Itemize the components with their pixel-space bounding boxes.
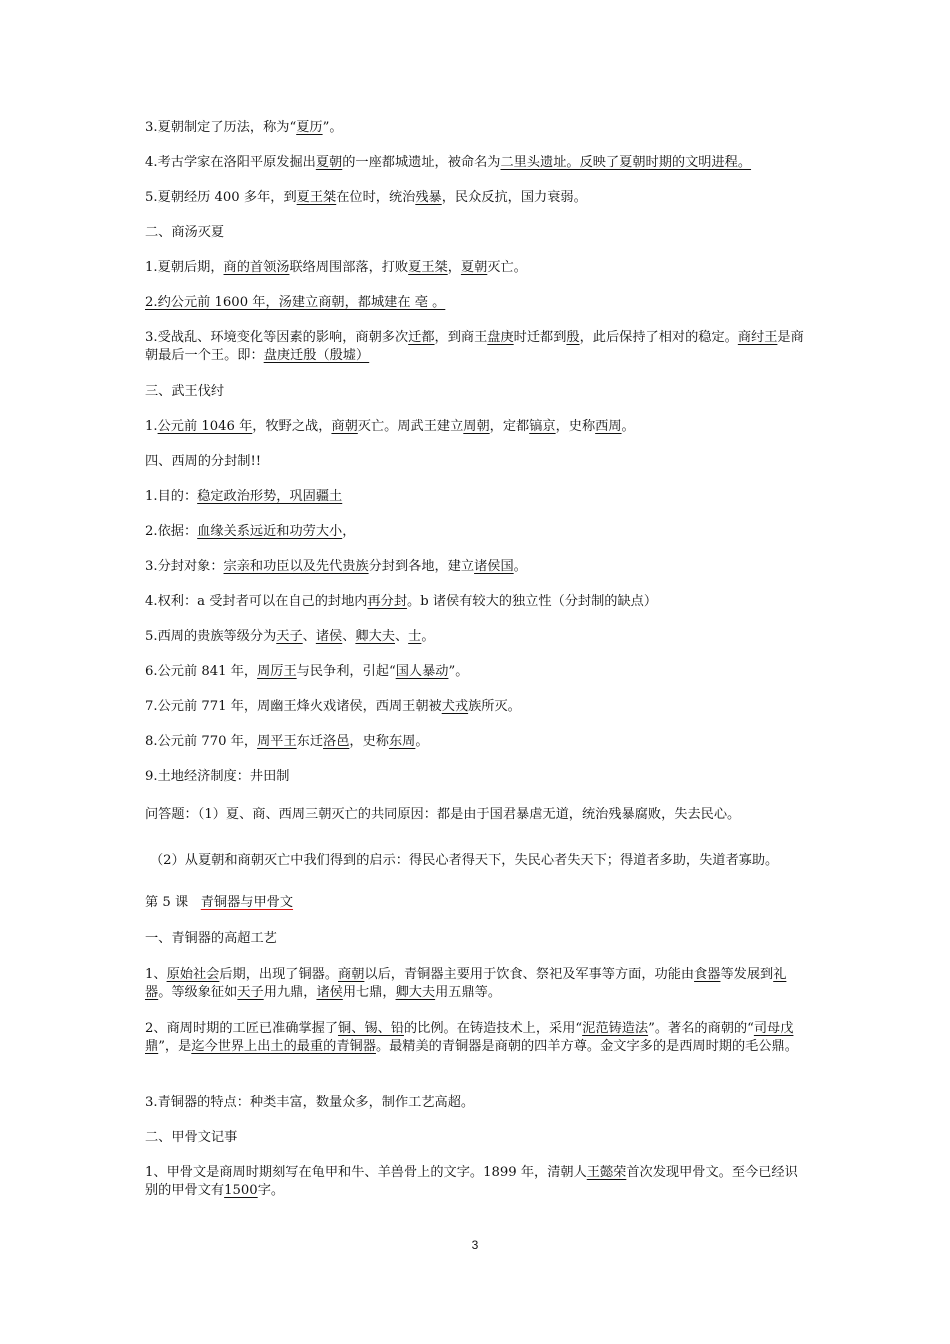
underlined-term: 王懿荣 <box>586 1165 627 1180</box>
text: 3.青铜器的特点：种类丰富，数量众多，制作工艺高超。 <box>145 1095 475 1110</box>
underlined-term: 夏朝 <box>315 155 343 170</box>
paragraph-rights <box>145 593 810 611</box>
section-heading: 二、甲骨文记事 <box>145 1130 238 1145</box>
underlined-term: 铜、锡、铅 <box>338 1021 404 1036</box>
text: 。 <box>415 734 429 749</box>
section-heading: 四、西周的分封制!! <box>145 454 262 469</box>
paragraph-bronze-3 <box>145 1094 810 1112</box>
text: 4.权利：a 受封者可以在自己的封地内 <box>145 594 368 609</box>
text: ，民众反抗，国力衰弱。 <box>441 190 587 205</box>
text: 5.夏朝经历 400 多年，到 <box>145 190 297 205</box>
underlined-term: 士 <box>408 629 422 644</box>
underlined-term: 卿大夫 <box>355 629 395 644</box>
text: 在位时，统治 <box>336 190 416 205</box>
underlined-term: 2.约公元前 1600 年，汤建立商朝，都城建在 亳 。 <box>145 295 446 310</box>
text: 7.公元前 771 年，周幽王烽火戏诸侯，西周王朝被 <box>145 699 442 714</box>
text: 首次发现甲骨文。至今已经识别的甲骨文有 <box>145 1165 798 1198</box>
underlined-term: 天子 <box>276 629 303 644</box>
underlined-term: 司母戊鼎 <box>145 1021 794 1054</box>
underlined-term: 稳定政治形势，巩固疆土 <box>197 489 343 504</box>
underlined-term: 西周 <box>595 419 622 434</box>
text: 5.西周的贵族等级分为 <box>145 629 277 644</box>
underlined-term: 商朝 <box>331 419 358 434</box>
text: 。最精美的青铜器是商朝的四羊方尊。金文字多的是西周时期的毛公鼎。 <box>375 1039 798 1054</box>
underlined-term: 宗亲和功臣以及先代贵族 <box>223 559 369 574</box>
text: 是商朝最后一个王。即： <box>145 330 804 363</box>
section-heading: 三、武王伐纣 <box>145 384 225 399</box>
text: 。 <box>421 629 435 644</box>
text: 时迁都到 <box>513 330 567 345</box>
underlined-term: 诸侯 <box>315 629 343 644</box>
lesson-title <box>145 894 810 912</box>
text: 灭亡。周武王建立 <box>357 419 464 434</box>
text: ，定都 <box>489 419 530 434</box>
text: 3.夏朝制定了历法，称为“ <box>145 120 297 135</box>
text: ， <box>342 524 356 539</box>
paragraph-erlitou <box>145 154 810 172</box>
text: 。等级象征如 <box>158 985 238 1000</box>
text: 东迁 <box>296 734 324 749</box>
underlined-term: 东周 <box>388 734 416 749</box>
lesson-number: 第 5 课 <box>145 895 201 910</box>
text: 4.考古学家在洛阳平原发掘出 <box>145 155 316 170</box>
underlined-term: 卿大夫 <box>395 985 436 1000</box>
paragraph-xia-decline <box>145 189 810 207</box>
text: 。 <box>513 559 527 574</box>
underlined-term: 盘庚 <box>487 330 514 345</box>
text: 1.夏朝后期， <box>145 260 224 275</box>
text: 。 <box>621 419 635 434</box>
section-heading: 一、青铜器的高超工艺 <box>145 931 277 946</box>
paragraph-panggeng <box>145 329 810 365</box>
text: 、 <box>302 629 316 644</box>
paragraph-tang <box>145 259 810 277</box>
text: 用九鼎， <box>263 985 317 1000</box>
underlined-term: 商纣王 <box>737 330 778 345</box>
underlined-term: 夏王桀 <box>296 190 337 205</box>
text: ，此后保持了相对的稳定。 <box>579 330 738 345</box>
text: 1、 <box>145 967 167 982</box>
paragraph-ranks <box>145 628 810 646</box>
text: 3.受战乱、环境变化等因素的影响，商朝多次 <box>145 330 409 345</box>
text: 1. <box>145 419 158 434</box>
text: 族所灭。 <box>468 699 521 714</box>
paragraph-841 <box>145 663 810 681</box>
paragraph-shang-founding <box>145 294 810 312</box>
paragraph-basis <box>145 523 810 541</box>
text: 等发展到 <box>720 967 774 982</box>
text: 8.公元前 770 年， <box>145 734 258 749</box>
underlined-term: 国人暴动 <box>395 664 449 679</box>
underlined-term: 周朝 <box>463 419 490 434</box>
underlined-term: 食器 <box>694 967 721 982</box>
underlined-term: 残暴 <box>415 190 442 205</box>
text: 灭亡。 <box>487 260 527 275</box>
page-number: 3 <box>471 1238 479 1252</box>
paragraph-bronze-1 <box>145 966 810 1002</box>
paragraph-targets <box>145 558 810 576</box>
text: ”。著名的商朝的“ <box>648 1021 754 1036</box>
underlined-term: 殷 <box>566 330 580 345</box>
text: ”。 <box>448 664 469 679</box>
underlined-term: 天子 <box>237 985 264 1000</box>
text: 字。 <box>257 1183 285 1198</box>
text: 、 <box>394 629 409 644</box>
paragraph-question-1 <box>145 806 810 824</box>
lesson-name: 青铜器与甲骨文 <box>200 895 294 910</box>
paragraph-question-2 <box>150 852 820 870</box>
text: ”，是 <box>158 1039 192 1054</box>
text: 问答题：（1）夏、商、西周三朝灭亡的共同原因：都是由于国君暴虐无道，统治残暴腐败，失去民心。 <box>145 807 741 822</box>
text: ，史称 <box>555 419 596 434</box>
text: 以后，青铜器主要用于饮食、祭祀及军事等方面，功能由 <box>364 967 695 982</box>
underlined-term: 夏历 <box>296 120 323 135</box>
text: ，牧野之战， <box>252 419 332 434</box>
underlined-term: 镐京 <box>529 419 556 434</box>
text: 2、商周时期的工匠已准确掌握了 <box>145 1021 339 1036</box>
paragraph-land <box>145 768 810 786</box>
text: 的一座都城遗址，被命名为 <box>342 155 501 170</box>
text: 、 <box>342 629 356 644</box>
text: 后期，出现了铜器。 <box>219 967 339 982</box>
underlined-term: 商的首领汤 <box>223 260 290 275</box>
text: 9.土地经济制度：井田制 <box>145 769 290 784</box>
paragraph-bronze-2 <box>145 1020 810 1056</box>
section-heading: 二、商汤灭夏 <box>145 225 225 240</box>
underlined-term: 盘庚迁殷（殷墟） <box>263 348 370 363</box>
text: 用五鼎等。 <box>435 985 502 1000</box>
underlined-term: 诸侯国 <box>474 559 514 574</box>
underlined-term: 迄今世界上出土的最重的青铜器 <box>191 1039 376 1054</box>
paragraph-771 <box>145 698 810 716</box>
underlined-term: 礼器 <box>145 967 787 1000</box>
text: ”。 <box>322 120 343 135</box>
text: 。b 诸侯有较大的独立性（分封制的缺点） <box>407 594 658 609</box>
underlined-term: 犬戎 <box>441 699 469 714</box>
text: ，史称 <box>349 734 389 749</box>
underlined-term: 原始社会 <box>166 967 220 982</box>
text: 1、甲骨文是商周时期刻写在龟甲和牛、羊兽骨上的文字。1899 年，清朝人 <box>145 1165 587 1180</box>
text: 与民争利，引起“ <box>296 664 396 679</box>
underlined-term: 诸侯 <box>316 985 343 1000</box>
text: ，到商王 <box>434 330 488 345</box>
underlined-term: 周厉王 <box>257 664 297 679</box>
underlined-term: 泥范铸造法 <box>582 1021 649 1036</box>
paragraph-xia-calendar <box>145 119 810 137</box>
text: 分封到各地，建立 <box>368 559 475 574</box>
text: （2）从夏朝和商朝灭亡中我们得到的启示：得民心者得天下，失民心者失天下；得道者多助，失道者寡助。 <box>150 853 779 868</box>
underlined-term: 血缘关系远近和功劳大小 <box>197 524 343 539</box>
paragraph-purpose <box>145 488 810 506</box>
text: 3.分封对象： <box>145 559 224 574</box>
text: 1.目的： <box>145 489 198 504</box>
text: 联络周围部落，打败 <box>289 260 409 275</box>
underlined-term: 周平王 <box>257 734 297 749</box>
paragraph-muye <box>145 418 810 436</box>
underlined-term: 公元前 1046 年 <box>157 419 253 434</box>
paragraph-770 <box>145 733 810 751</box>
underlined-term: 迁都 <box>408 330 435 345</box>
underlined-term: 夏王桀 <box>408 260 448 275</box>
text: 的比例。在铸造技术上，采用“ <box>403 1021 583 1036</box>
text: 6.公元前 841 年， <box>145 664 258 679</box>
paragraph-oracle <box>145 1164 810 1200</box>
text: 用七鼎， <box>342 985 396 1000</box>
underlined-term: 商朝 <box>338 967 365 982</box>
underlined-term: 1500 <box>224 1183 258 1198</box>
text: 2.依据： <box>145 524 198 539</box>
underlined-term: 再分封 <box>367 594 408 609</box>
underlined-term: 洛邑 <box>323 734 350 749</box>
underlined-term: 二里头遗址。反映了夏朝时期的文明进程。 <box>500 155 752 170</box>
text: ， <box>447 260 461 275</box>
underlined-term: 夏朝 <box>460 260 488 275</box>
